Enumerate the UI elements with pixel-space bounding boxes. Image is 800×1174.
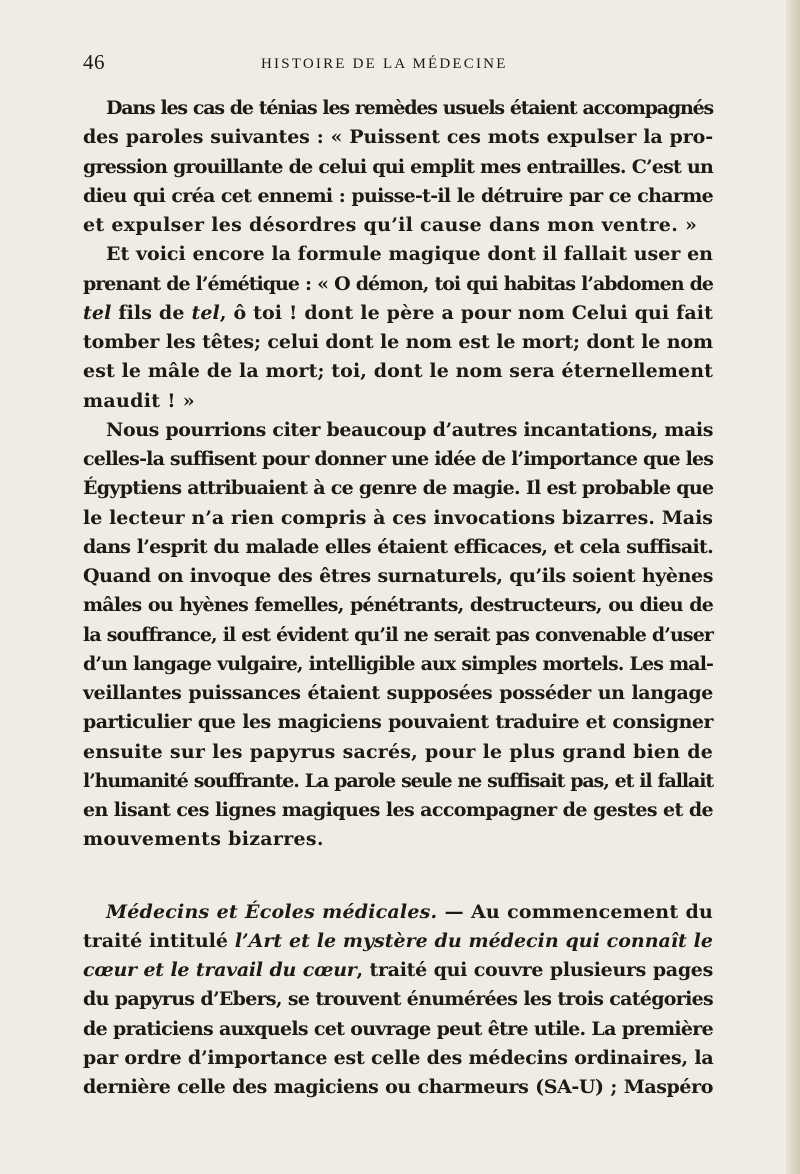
text-line-mixed — [83, 898, 713, 927]
text-line: prenant de l’émétique : « O démon, toi qui habitas l’abdomen de — [83, 272, 713, 295]
text-line: dernière celle des magiciens ou charmeurs (SA-U) ; Maspéro — [83, 1076, 713, 1098]
text-line: le lecteur n’a rien compris à ces invocations bizarres. Mais — [83, 506, 713, 529]
text-fragment: , ô toi ! dont le père a pour nom Celui qui fait — [219, 301, 713, 324]
text-line: dans l’esprit du malade elles étaient efficaces, et cela suffisait. — [83, 535, 713, 558]
italic-title: cœur et le travail du cœur — [83, 959, 357, 981]
text-fragment: , traité qui couvre plusieurs pages — [356, 959, 713, 981]
text-fragment: — Au commencement du — [444, 900, 713, 923]
text-line: gression grouillante de celui qui emplit mes entrailles. C’est un — [83, 155, 713, 178]
page-number: 46 — [83, 50, 105, 74]
text-line: dieu qui créa cet ennemi : puisse-t-il le détruire par ce charme — [83, 184, 713, 207]
text-line: mâles ou hyènes femelles, pénétrants, destructeurs, ou dieu de — [83, 594, 713, 617]
text-fragment: fils de — [118, 301, 185, 324]
text-line: est le mâle de la mort; toi, dont le nom sera éternellement — [83, 360, 713, 383]
text-line-mixed — [83, 299, 713, 328]
text-line: Nous pourrions citer beaucoup d’autres incantations, mais — [106, 418, 713, 441]
text-line: veillantes puissances étaient supposées posséder un langage — [83, 682, 713, 704]
text-line: par ordre d’importance est celle des médecins ordinaires, la — [83, 1046, 714, 1069]
text-line: d’un langage vulgaire, intelligible aux simples mortels. Les mal- — [83, 652, 713, 675]
text-line: et expulser les désordres qu’il cause dans mon ventre. » — [83, 214, 698, 236]
text-line: Égyptiens attribuaient à ce genre de magie. Il est probable que — [83, 477, 714, 500]
text-line: Dans les cas de ténias les remèdes usuels étaient accompagnés — [106, 97, 713, 119]
text-line: Et voici encore la formule magique dont il fallait user en — [106, 243, 713, 266]
section-title: Médecins et Écoles médicales. — [106, 900, 438, 923]
running-title: HISTOIRE DE LA MÉDECINE — [261, 56, 508, 72]
text-line: du papyrus d’Ebers, se trouvent énumérées les trois catégories — [83, 988, 713, 1011]
text-line: celles-la suffisent pour donner une idée de l’importance que les — [83, 448, 714, 470]
running-head — [83, 50, 713, 80]
text-line: ensuite sur les papyrus sacrés, pour le plus grand bien de — [83, 740, 713, 763]
text-line: tomber les têtes; celui dont le nom est le mort; dont le nom — [83, 331, 713, 353]
text-line: particulier que les magiciens pouvaient traduire et consigner — [83, 711, 713, 734]
text-line: la souffrance, il est évident qu’il ne serait pas convenable d’user — [83, 623, 713, 646]
page-edge-shadow — [786, 0, 800, 1174]
italic-word: tel — [83, 301, 112, 324]
text-line: maudit ! » — [83, 389, 195, 412]
section-gap — [83, 855, 713, 898]
text-line-mixed — [83, 927, 713, 956]
text-line: des paroles suivantes : « Puissent ces mots expulser la pro- — [83, 126, 713, 149]
text-line: mouvements bizarres. — [83, 828, 324, 851]
body-text — [83, 94, 713, 1102]
italic-word: tel — [191, 301, 220, 324]
text-line: l’humanité souffrante. La parole seule ne suffisait pas, et il fallait — [83, 769, 713, 792]
text-fragment: traité intitulé — [83, 929, 228, 952]
text-line: en lisant ces lignes magiques les accompagner de gestes et de — [83, 799, 713, 821]
text-line: Quand on invoque des êtres surnaturels, qu’ils soient hyènes — [83, 565, 713, 587]
text-line-mixed — [83, 956, 713, 985]
text-line: de praticiens auxquels cet ouvrage peut être utile. La première — [83, 1017, 713, 1040]
italic-title: l’Art et le mystère du médecin qui connaît le — [234, 929, 713, 952]
